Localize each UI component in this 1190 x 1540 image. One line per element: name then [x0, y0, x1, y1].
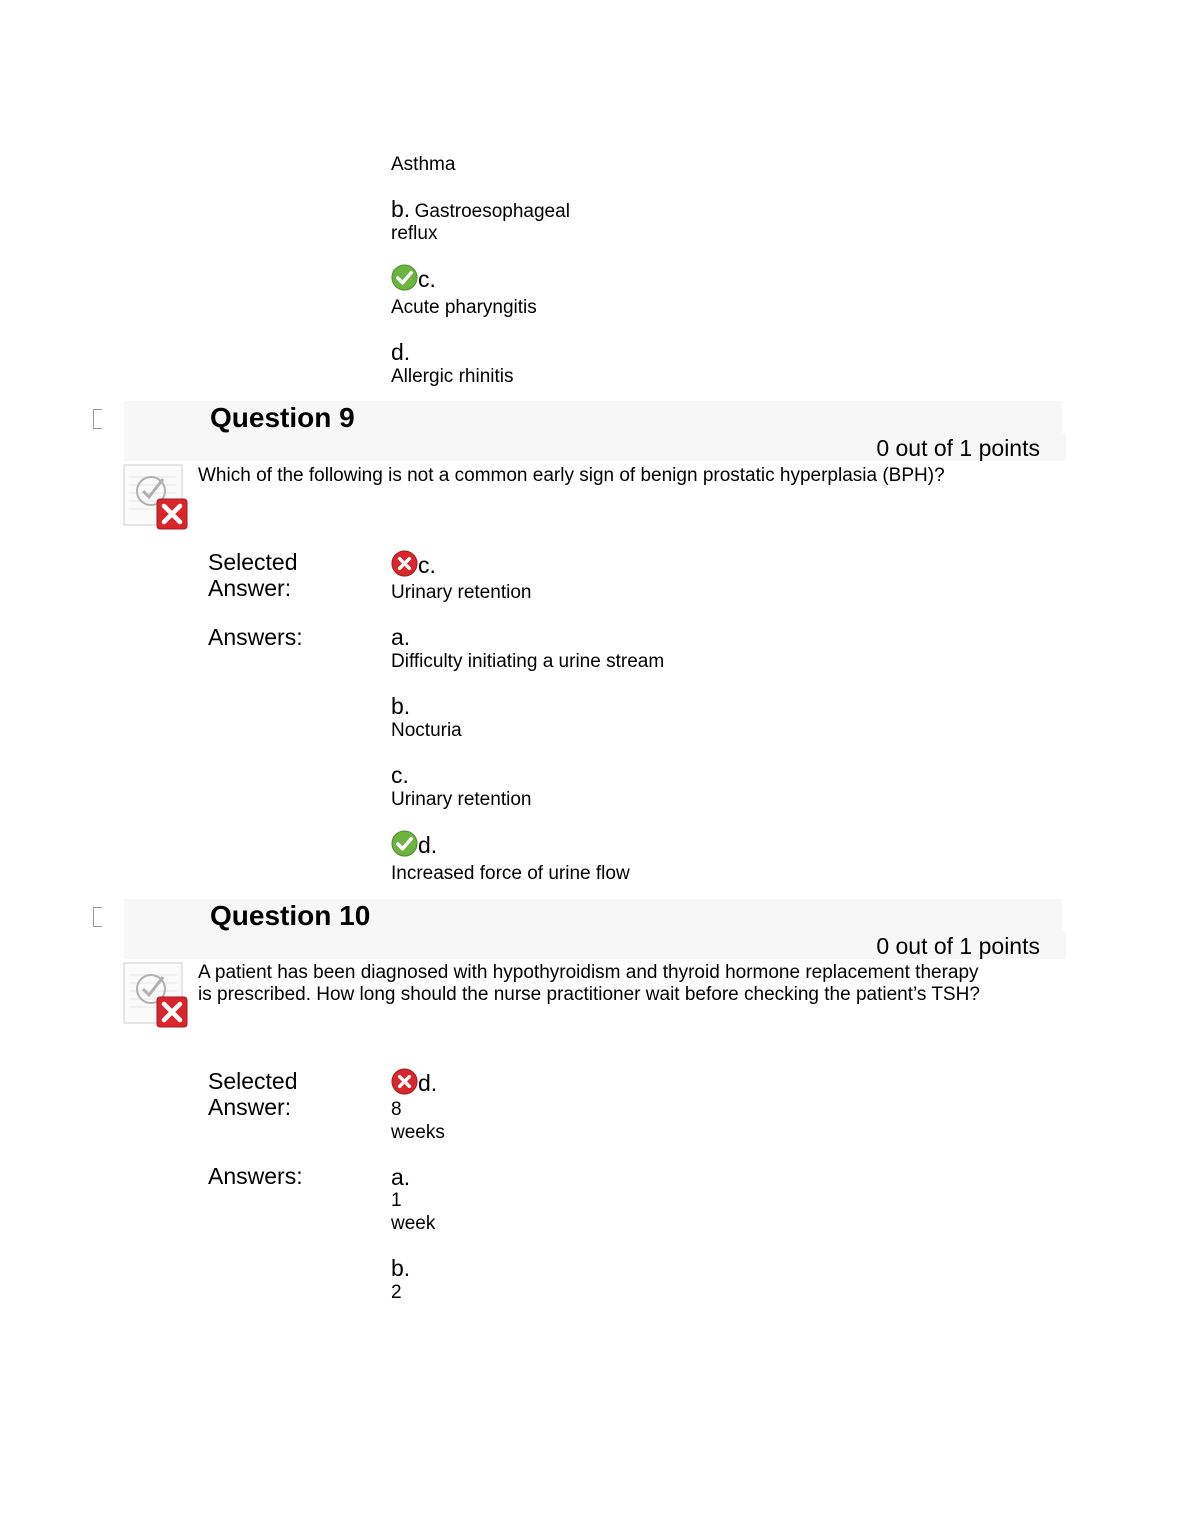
- incorrect-x-icon: [391, 550, 418, 577]
- q10-prompt-line-1: A patient has been diagnosed with hypothyroidism and thyroid hormone replacement therapy: [198, 962, 979, 983]
- correct-check-icon: [391, 830, 418, 857]
- q8-option-c-text: Acute pharyngitis: [391, 297, 537, 318]
- q9-answer-d-text: Increased force of urine flow: [391, 863, 630, 884]
- q10-answer-a-line-1: 1: [391, 1190, 402, 1211]
- q9-answer-a-letter: a.: [391, 624, 411, 650]
- q9-answers-label: Answers:: [208, 624, 303, 650]
- q9-answer-d-letter: d.: [418, 832, 438, 858]
- q9-answer-c-text: Urinary retention: [391, 789, 532, 810]
- q8-option-b: [391, 196, 570, 223]
- q10-prompt-line-2: is prescribed. How long should the nurse practitioner wait before checking the patient’s TSH?: [198, 984, 980, 1005]
- q9-answer-b-text: Nocturia: [391, 720, 462, 741]
- q8-option-b-text-1: Gastroesophageal: [414, 201, 570, 222]
- q10-answers-label: Answers:: [208, 1163, 303, 1189]
- q8-option-b-text-2: reflux: [391, 223, 438, 244]
- incorrect-status-icon: [123, 961, 189, 1029]
- incorrect-status-icon: [123, 463, 189, 531]
- q8-option-a-text: Asthma: [391, 154, 456, 175]
- q9-prompt: Which of the following is not a common early sign of benign prostatic hyperplasia (BPH)?: [198, 465, 945, 486]
- q9-points: 0 out of 1 points: [876, 435, 1040, 461]
- q9-answer-a-text: Difficulty initiating a urine stream: [391, 651, 665, 672]
- q9-selected-label-1: Selected: [208, 549, 298, 575]
- q8-option-c-letter: c.: [418, 266, 436, 292]
- correct-check-icon: [391, 264, 418, 291]
- q10-selected-label-2: Answer:: [208, 1094, 292, 1120]
- q9-selected-letter: c.: [418, 552, 436, 578]
- q10-selected-answer: [391, 1068, 437, 1096]
- q10-selected-label-1: Selected: [208, 1068, 298, 1094]
- q9-answer-b-letter: b.: [391, 693, 411, 719]
- q10-answer-b-letter: b.: [391, 1255, 411, 1281]
- question-collapse-marker[interactable]: [93, 409, 102, 429]
- question-collapse-marker[interactable]: [93, 907, 102, 927]
- q10-points: 0 out of 1 points: [876, 933, 1040, 959]
- q8-option-c: [391, 264, 436, 292]
- q10-answer-b-line-1: 2: [391, 1282, 402, 1303]
- q10-title: Question 10: [210, 900, 371, 931]
- q9-selected-answer: [391, 550, 436, 578]
- q9-selected-text: Urinary retention: [391, 582, 532, 603]
- q8-option-d-letter: d.: [391, 339, 411, 365]
- q10-answer-a-line-2: week: [391, 1213, 436, 1234]
- q10-selected-line-1: 8: [391, 1099, 402, 1120]
- q9-answer-c-letter: c.: [391, 762, 409, 788]
- q10-answer-a-letter: a.: [391, 1164, 411, 1190]
- q8-option-d-text: Allergic rhinitis: [391, 366, 514, 387]
- q8-option-b-letter: b.: [391, 196, 411, 222]
- incorrect-x-icon: [391, 1068, 418, 1095]
- q9-answer-d: [391, 830, 437, 858]
- q10-selected-letter: d.: [418, 1070, 438, 1096]
- q9-title: Question 9: [210, 402, 355, 433]
- q10-selected-line-2: weeks: [391, 1122, 445, 1143]
- q9-selected-label-2: Answer:: [208, 575, 292, 601]
